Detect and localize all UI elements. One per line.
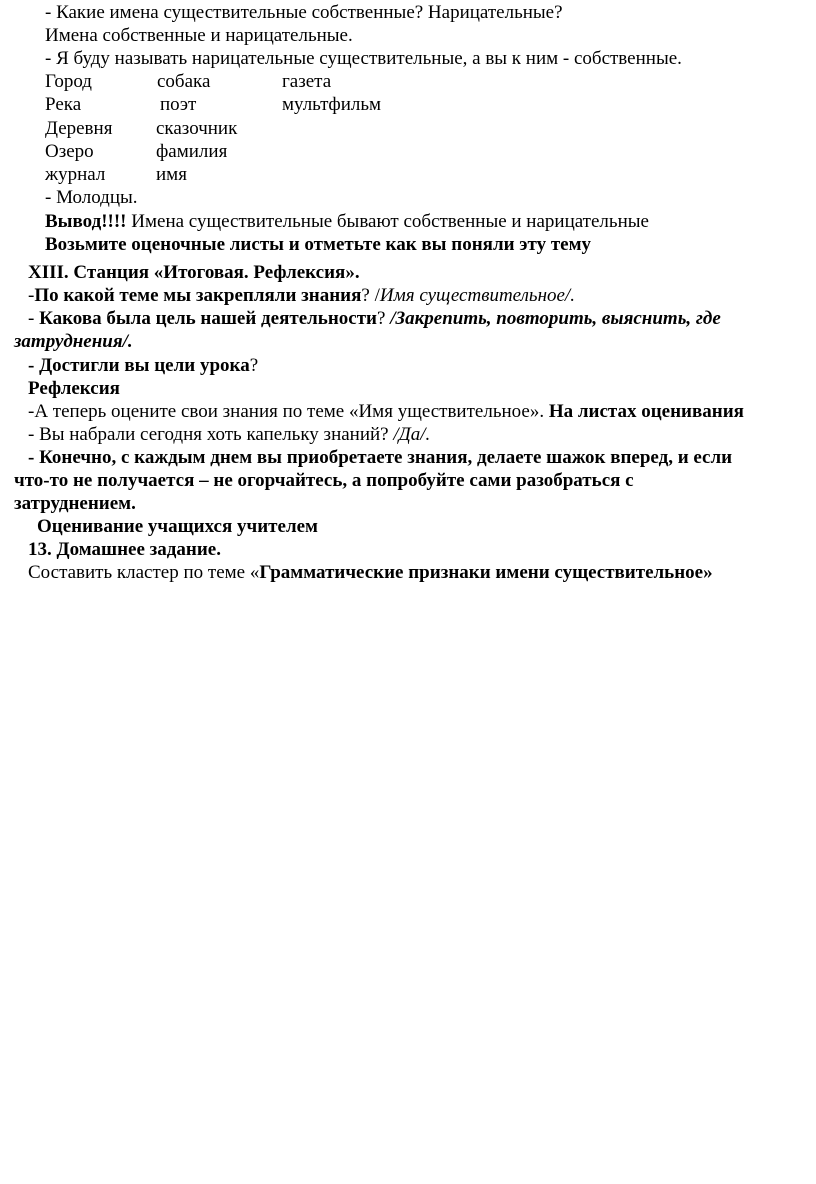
homework-title: 13. Домашнее задание. [28,539,221,560]
evaluate-text: -А теперь оцените свои знания по теме «Имя уществительное». [28,401,549,422]
homework-topic: Грамматические признаки имени существительное» [259,562,713,583]
achieved-question-text: - Достигли вы цели урока [28,355,250,376]
knowledge-text: - Вы набрали сегодня хоть капельку знаний? [28,424,394,445]
station-title: XIII. Станция «Итоговая. Рефлексия». [28,262,360,283]
knowledge-question [28,424,430,446]
question-proper-common: - Какие имена существительные собственные? Нарицательные? [45,2,563,23]
question-mark: ? [377,308,391,329]
knowledge-answer: /Да/. [393,424,431,445]
reflection-title: Рефлексия [28,378,120,399]
goal-question [28,308,721,330]
goal-answer-continued: затруднения/. [14,331,133,352]
word-cell: журнал [45,164,106,185]
homework-text: Составить кластер по теме « [28,562,260,583]
goal-answer: /Закрепить, повторить, выяснить, где [390,308,721,329]
word-cell: собака [157,71,211,92]
goal-question-text: Какова была цель нашей деятельности [39,308,377,329]
word-cell: поэт [160,94,197,115]
word-cell: газета [282,71,332,92]
dash: - [28,308,40,329]
answer-proper-common: Имена собственные и нарицательные. [45,25,353,46]
conclusion-text: Имена существительные бывают собственные и нарицательные [126,211,649,232]
topic-question-text: По какой теме мы закрепляли знания [34,285,362,306]
question-mark: ? [249,355,259,376]
conclusion-label: Вывод!!!! [45,211,127,232]
dash: - [28,285,35,306]
question-mark: ? / [361,285,380,306]
word-cell: Озеро [45,141,94,162]
encourage-line: затруднением. [14,493,136,514]
word-cell: имя [156,164,187,185]
word-cell: сказочник [156,118,238,139]
word-cell: Деревня [45,118,113,139]
topic-answer: Имя существительное/. [379,285,575,306]
word-cell: Река [45,94,82,115]
topic-question [28,285,575,307]
word-cell: фамилия [156,141,228,162]
encourage-line: что-то не получается – не огорчайтесь, а попробуйте сами разобраться с [14,470,634,491]
encourage-line: - Конечно, с каждым днем вы приобретаете знания, делаете шажок вперед, и если [28,447,733,468]
praise-text: - Молодцы. [45,187,138,208]
conclusion [45,211,649,233]
word-cell: мультфильм [282,94,382,115]
teacher-evaluation: Оценивание учащихся учителем [37,516,318,537]
homework-task [28,562,713,584]
word-cell: Город [45,71,92,92]
task-instruction: - Я буду называть нарицательные существительные, а вы к ним - собственные. [45,48,682,69]
achieved-question [28,355,258,377]
evaluate-instruction [28,401,744,423]
evaluate-sheets: На листах оценивания [548,401,744,422]
sheets-instruction: Возьмите оценочные листы и отметьте как вы поняли эту тему [45,234,592,255]
